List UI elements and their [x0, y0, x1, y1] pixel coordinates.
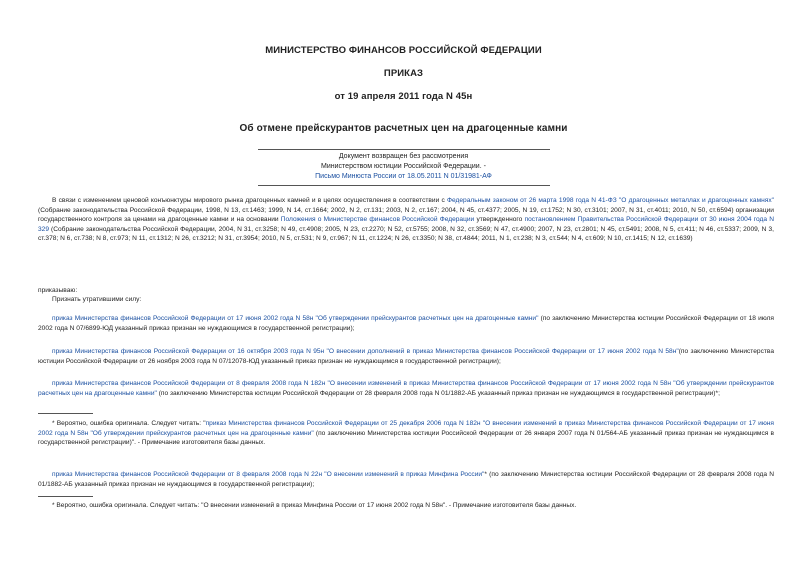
footnote-divider: [38, 496, 93, 497]
footnote-1: [38, 419, 774, 448]
list-item-text: (по заключению Министерства юстиции Российской Федерации от 28 февраля 2008 года N 01/1882-АБ указанный приказ признан не нуждающимся в государственной регистрации)*;: [156, 389, 720, 397]
preamble-text: (Собрание законодательства Российской Федерации, 2004, N 31, ст.3258; N 49, ст.4908; 2005, N 23, ст.2270; N 52, ст.5755; 2008, N 32, ст.3569; N 47, ст.4900; 2007, N 23, ст.2801; N 45, ст.5491; 2008, N 5, ст.411; N 46, ст.5337; 2009, N 3, ст.378; N 6, ст.738; N 8, ст.973; N 11, ст.1312; N 26, ст.3212; N 31, ст.3954; 2010, N 5, ст.531; N 9, ст.967; N 11, ст.1224; N 26, ст.3350; N 38, ст.4844; 2011, N 1, ст.238; N 3, ст.544; N 4, ст.609; N 10, ст.1415; N 12, ст.1639): [38, 225, 774, 243]
footnote-link[interactable]: приказ Министерства финансов Российской Федерации от 25 декабря 2006 года N 182н "О внесении изменений в приказ Министерства финансов Российской Федерации от 17 июня 2002 года N 58н "Об утверждении прейскурантов расчетных цен на драгоценные камни": [38, 420, 774, 437]
footnote-text: (по заключению Министерства юстиции Российской Федерации от 26 января 2007 года N 01/564-АБ указанный приказ признан не нуждающимся в государственной регистрации)". - Примечание изготовителя базы данных.: [38, 429, 774, 447]
list-item: [38, 347, 774, 366]
preamble-text: В связи с изменением ценовой конъюнктуры мирового рынка драгоценных камней и в целях осуществления в соответствии с: [52, 197, 447, 204]
repealed-order-link[interactable]: приказ Министерства финансов Российской Федерации от 16 октября 2003 года N 95н "О внесении дополнений в приказ Министерства финансов Российской Федерации от 17 июня 2002 года N 58н": [52, 348, 679, 355]
notice-top-divider: [258, 149, 550, 150]
declare-text: Признать утратившими силу:: [52, 296, 142, 303]
notice-block: [0, 152, 807, 182]
list-item-text: * (по заключению Министерства юстиции Российской Федерации от 28 февраля 2008 года N 01/1882-АБ указанный приказ признан не нуждающимся в государственной регистрации);: [38, 471, 774, 488]
federal-law-link[interactable]: Федеральным законом от 26 марта 1998 года N 41-ФЗ "О драгоценных металлах и драгоценных камнях": [446, 197, 774, 204]
notice-bottom-divider: [258, 185, 550, 186]
preamble-text: утвержденного: [474, 216, 525, 224]
order-word: приказываю:: [38, 287, 78, 294]
document-title: Об отмене прейскурантов расчетных цен на драгоценные камни: [239, 123, 568, 134]
repealed-order-link[interactable]: приказ Министерства финансов Российской Федерации от 8 февраля 2008 года N 22н "О внесении изменений в приказ Минфина России": [52, 471, 485, 478]
notice-link[interactable]: Письмо Минюста России от 18.05.2011 N 01/31981-АФ: [315, 173, 492, 180]
preamble-paragraph: [38, 196, 774, 244]
list-item: [38, 379, 774, 398]
list-item: [38, 314, 774, 333]
footnote-2: * Вероятно, ошибка оригинала. Следует читать: "О внесении изменений в приказ Минфина России от 17 июня 2002 года N 58н". - Примечание изготовителя базы данных.: [52, 502, 577, 509]
repealed-order-link[interactable]: приказ Министерства финансов Российской Федерации от 8 февраля 2008 года N 182н "О внесении изменений в приказ Министерства финансов Российской Федерации от 17 июня 2002 года N 58н "Об утверждении прейскурантов расчетных цен на драгоценные камни": [38, 380, 774, 397]
notice-line-1: Документ возвращен без рассмотрения: [338, 153, 469, 160]
ministry-heading: МИНИСТЕРСТВО ФИНАНСОВ РОССИЙСКОЙ ФЕДЕРАЦИИ: [265, 45, 542, 56]
repealed-order-link[interactable]: приказ Министерства финансов Российской Федерации от 17 июня 2002 года N 58н "Об утверждении прейскурантов расчетных цен на драгоценные камни": [52, 315, 539, 322]
ministry-regulation-link[interactable]: Положения о Министерстве финансов Российской Федерации: [280, 216, 475, 224]
preamble-text: (Собрание законодательства Российской Федерации, 1998, N 13, ст.1463; 1999, N 14, ст.1664; 2002, N 2, ст.131; 2003, N 2, ст.167; 2004, N 45, ст.4377; 2005, N 19, ст.1752; N 30, ст.3101; 2007, N 31, ст.4011; 2010, N 50, ст.6594) организации государственного контроля за ценами на драгоценные камни и на основании: [38, 206, 774, 224]
footnote-divider: [38, 413, 93, 414]
document-type: ПРИКАЗ: [383, 68, 424, 79]
document-date: от 19 апреля 2011 года N 45н: [334, 91, 473, 102]
list-item-text: (по заключению Министерства юстиции Российской Федерации от 26 ноября 2003 года N 07/12078-ЮД указанный приказ признан не нуждающимся в государственной регистрации);: [38, 348, 774, 365]
list-item-text: (по заключению Министерства юстиции Российской Федерации от 18 июля 2002 года N 07/6899-ЮД указанный приказ признан не нуждающимся в государственной регистрации);: [38, 315, 774, 332]
government-resolution-link[interactable]: постановлением Правительства Российской Федерации от 30 июня 2004 года N 329: [38, 216, 774, 233]
list-item: [38, 470, 774, 489]
footnote-text: * Вероятно, ошибка оригинала. Следует читать: ": [52, 420, 206, 427]
notice-line-2: Министерством юстиции Российской Федерации. -: [321, 163, 486, 170]
